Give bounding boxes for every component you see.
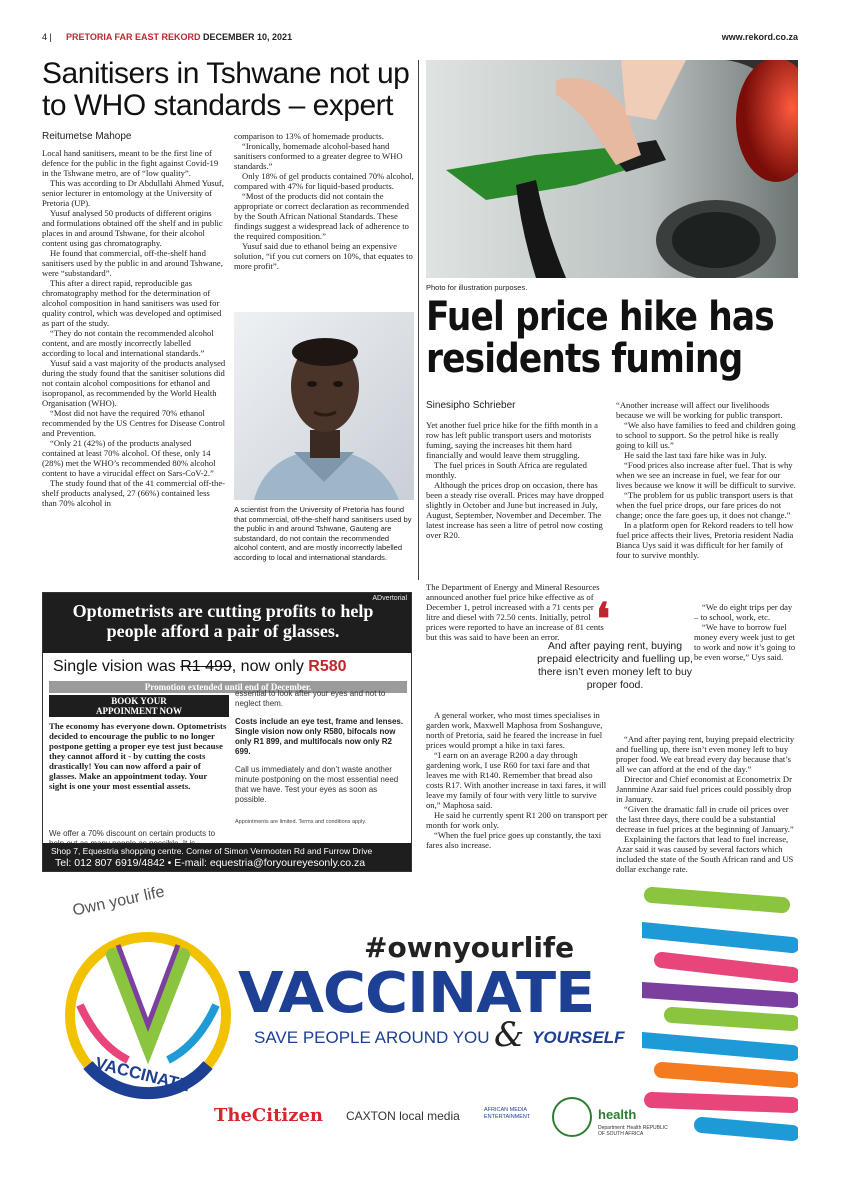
new-price: R580: [308, 658, 347, 675]
paragraph: A general worker, who most times specialises in garden work, Maxwell Maphosa from Soshanguve, north of Pretoria, said he feared the increase in fuel prices would prompt a hike in taxi fares.: [426, 710, 603, 750]
ad-address: Shop 7, Equestria shopping centre. Corner of Simon Vermooten Rd and Furrow Drive: [51, 846, 373, 856]
paragraph: “When the fuel price goes up constantly, the taxi fares also increase.: [426, 830, 602, 850]
paragraph: Yusuf said a vast majority of the products analysed during the study found that the sanitiser solutions did not contain alcohol compositions for ethanol and isopropanol, as recommended by the World Health Organisation (WHO).: [42, 358, 226, 408]
book-appointment-button[interactable]: [49, 695, 229, 717]
badge-vaccinate-text: VACCINATE: [93, 1053, 192, 1096]
advertorial-label: ADvertorial: [372, 595, 407, 602]
terms-text: Appointments are limited. Terms and conditions apply.: [235, 819, 367, 825]
optometrist-ad[interactable]: [42, 592, 412, 872]
promo-banner: Promotion extended until end of December.: [49, 681, 407, 693]
health-logo: health: [598, 1107, 637, 1122]
book-label: APPOINMENT NOW: [95, 706, 183, 716]
own-your-life-text: Own your life: [71, 883, 167, 920]
fuel-column-2-bottom: [616, 734, 798, 874]
paragraph: “We also have families to feed and children going to school to support. So the petrol hike is really going to kill us.”: [616, 420, 796, 450]
paragraph: comparison to 13% of homemade products.: [234, 131, 384, 141]
paragraph: “The problem for us public transport users is that when the fuel price drops, our fare prices do not change; once the fare goes up, it does not change.”: [616, 490, 793, 520]
ad-contact-bar: [43, 843, 411, 871]
paragraph: “And after paying rent, buying prepaid electricity and fuelling up, there isn’t even money left to buy proper food. We eat bread every day because that’s all we can afford at the end of the day.”: [616, 734, 795, 774]
paragraph: “We have to borrow fuel money every week just to get to work and now it’s going to be even worse,” Uys said.: [694, 622, 796, 662]
paragraph: In a platform open for Rekord readers to tell how fuel price affects their lives, Pretoria resident Nadia Bianca Uys said it was difficult for her family of four to survive monthly.: [616, 520, 794, 560]
vaccine-subline: SAVE PEOPLE AROUND YOU: [254, 1028, 490, 1047]
ad-contact[interactable]: Tel: 012 807 6919/4842 • E-mail: equestria@foryoureyesonly.co.za: [55, 857, 366, 869]
fuel-column-1-top: [426, 420, 609, 600]
page-header: [42, 30, 798, 46]
paragraph: Explaining the factors that lead to fuel increase, Azar said it was caused by several factors which included the state of the South African rand and US dollar exchange rate.: [616, 834, 794, 874]
ad-banner: [43, 593, 411, 653]
caxton-logo: CAXTON local media: [346, 1109, 460, 1123]
paragraph: “We do eight trips per day – to school, work, etc.: [694, 602, 793, 622]
book-label: BOOK YOUR: [111, 696, 167, 706]
scientist-photo-caption: A scientist from the University of Pretoria has found that commercial, off-the-shelf hand sanitisers used by the public in and around Tshwane, Gauteng are substandard, do not contain the recommended alcohol content, and are mostly incorrectly labelled according to local and international standards.: [234, 505, 412, 562]
paragraph: He said he currently spent R1 200 on transport per month for work only.: [426, 810, 608, 830]
scientist-photo: [234, 312, 414, 500]
ad-paragraph: Call us immediately and don’t waste another minute postponing on the most essential need that we have. Test your eyes as soon as possible.: [235, 765, 399, 804]
citizen-logo: TheCitizen: [214, 1105, 324, 1126]
paragraph: “Most of the products did not contain the appropriate or correct declaration as recommended by the South African National Standards. These findings suggest a widespread lack of adherence to the required composition.”: [234, 191, 409, 241]
paragraph: “Ironically, homemade alcohol-based hand sanitisers conformed to a greater degree to WHO standards.”: [234, 141, 403, 171]
sanitiser-column-1: [42, 148, 226, 584]
fuel-byline: Sinesipho Schrieber: [426, 400, 516, 411]
fuel-photo-caption: Photo for illustration purposes.: [426, 283, 528, 292]
fuel-column-1-bottom: [426, 710, 609, 890]
ad-paragraph: Costs include an eye test, frame and lenses. Single vision now only R580, bifocals now only R1 899, and multifocals now only R2 699.: [235, 717, 404, 756]
paragraph: “Another increase will affect our livelihoods because we will be working for public transport.: [616, 400, 783, 420]
ad-paragraph: essential to look after your eyes and not to neglect them.: [235, 689, 386, 708]
ame-logo: AFRICAN MEDIA ENTERTAINMENT: [484, 1107, 531, 1120]
fuel-column-2-wrap: [694, 602, 798, 742]
paragraph: Yet another fuel price hike for the fifth month in a row has left public transport users and motorists fuming, saying the increases hit them hard financially and would leave them struggling.: [426, 420, 598, 460]
paragraph: The study found that of the 41 commercial off-the-shelf products analysed, 27 (66%) contained less than 70% alcohol in: [42, 478, 226, 508]
website[interactable]: www.rekord.co.za: [721, 32, 798, 42]
paragraph: This was according to Dr Abdullahi Ahmed Yusuf, senior lecturer in entomology at the University of Pretoria (UP).: [42, 178, 224, 208]
old-price: R1 499: [180, 658, 232, 675]
paragraph: He said the last taxi fare hike was in July.: [624, 450, 767, 460]
fuel-headline: Fuel price hike has residents fuming: [426, 294, 774, 382]
hashtag: #ownyourlife: [364, 931, 575, 964]
paragraph: Yusuf said due to ethanol being an expensive solution, “if you cut corners on 10%, that equates to more profit”.: [234, 241, 413, 271]
coat-of-arms-icon: [552, 1097, 592, 1137]
paragraph: “I earn on an average R200 a day through gardening work, I use R60 for taxi fare and that leaves me with R140. Remember that bread also costs R17. With another increase in taxi fares, it will leave my family of four with very little to survive on,” Maphosa said.: [426, 750, 607, 810]
column-divider: [418, 60, 419, 580]
ad-left-text: The economy has everyone down. Optometrists decided to encourage the public to no longer postpone getting a proper eye test just because they cannot afford it - by cutting the costs drastically! You can now afford a pair of glasses. Make an appointment today. Your sight is one your most essential assets.: [49, 721, 227, 791]
sanitiser-column-2: [234, 131, 414, 311]
paragraph: “Food prices also increase after fuel. That is why when we see an increase in fuel, we fear for our lives because we know it will be difficult to survive.: [616, 460, 796, 490]
page-number: 4 |: [42, 32, 52, 42]
paragraph: He found that commercial, off-the-shelf hand sanitisers used by the public in and around Tshwane, were “substandard”.: [42, 248, 223, 278]
ad-right-text: [235, 689, 407, 805]
vaccinate-headline: VACCINATE: [238, 961, 595, 1026]
issue-date: DECEMBER 10, 2021: [203, 32, 293, 42]
fuel-photo: [426, 60, 798, 278]
pull-quote: And after paying rent, buying prepaid electricity and fuelling up, there isn’t even money left to buy proper food.: [537, 640, 693, 691]
paragraph: “They do not contain the recommended alcohol content, and are mostly incorrectly labelled according to local and international standards.”: [42, 328, 214, 358]
price-text: , now only: [231, 658, 304, 675]
paragraph: The fuel prices in South Africa are regulated monthly.: [426, 460, 587, 480]
paragraph: “Given the dramatic fall in crude oil prices over the last three days, there could be a substantial decrease in fuel prices at the beginning of January.”: [616, 804, 794, 834]
sanitiser-headline: Sanitisers in Tshwane not up to WHO standards – expert: [42, 57, 410, 122]
paragraph: “Most did not have the required 70% ethanol recommended by the US Centres for Disease Control and Prevention.: [42, 408, 226, 438]
quote-mark-icon: ❛: [596, 594, 611, 645]
paragraph: Yusuf analysed 50 products of different origins and formulations obtained off the shelf and in public places in and around Tshwane, for their alcohol content using gas chromatography.: [42, 208, 223, 248]
publication-name: PRETORIA FAR EAST REKORD DECEMBER 10, 2021: [66, 32, 293, 42]
sanitiser-byline: Reitumetse Mahope: [42, 131, 132, 142]
health-dept-text: Department: Health REPUBLIC OF SOUTH AFRICA: [598, 1125, 668, 1137]
paragraph: Director and Chief economist at Econometrix Dr Jannmine Azar said fuel prices could possibly drop in January.: [616, 774, 793, 804]
raised-hands-icon: [642, 875, 798, 1145]
paragraph: “Only 21 (42%) of the products analysed contained at least 70% alcohol. Of these, only 14 (28%) met the WHO’s recommended 80% alcohol content to have a virucidal effect on Sars-CoV-2.”: [42, 438, 216, 478]
price-text: Single vision was: [53, 658, 176, 675]
ad-left-small: We offer a 70% discount on certain products to: [49, 829, 216, 838]
single-vision-price: [53, 658, 347, 676]
paragraph: The Department of Energy and Mineral Resources announced another fuel price hike effective as of December 1, petrol increased with a 71 cents per litre and diesel with 72.50 cents. Initially, petrol prices were reported to have an increase of 81 cents but this was said to have been an error.: [426, 582, 604, 642]
paragraph: This after a direct rapid, reproducible gas chromatography method for the determination of alcohol composition in hand sanitisers was used for quality control, which was developed and optimised as part of the study.: [42, 278, 222, 328]
fuel-column-2-top: [616, 400, 798, 600]
ampersand: &: [494, 1015, 525, 1055]
paragraph: Although the prices drop on occasion, there has been a steady rise overall. Prices may have dropped slightly in October and June but increased in July, August, September, November and December. The latest increase has seen a litre of petrol now costing over R20.: [426, 480, 604, 540]
paragraph: Only 18% of gel products contained 70% alcohol, compared with 47% for liquid-based products.: [234, 171, 414, 191]
yourself-text: YOURSELF: [532, 1028, 625, 1047]
vaccine-ad: [42, 875, 798, 1165]
paragraph: Local hand sanitisers, meant to be the first line of defence for the public in the fight against Covid-19 in the Tshwane metro, are of “low quality”.: [42, 148, 219, 178]
ad-title: Optometrists are cutting profits to help people afford a pair of glasses.: [72, 601, 374, 641]
